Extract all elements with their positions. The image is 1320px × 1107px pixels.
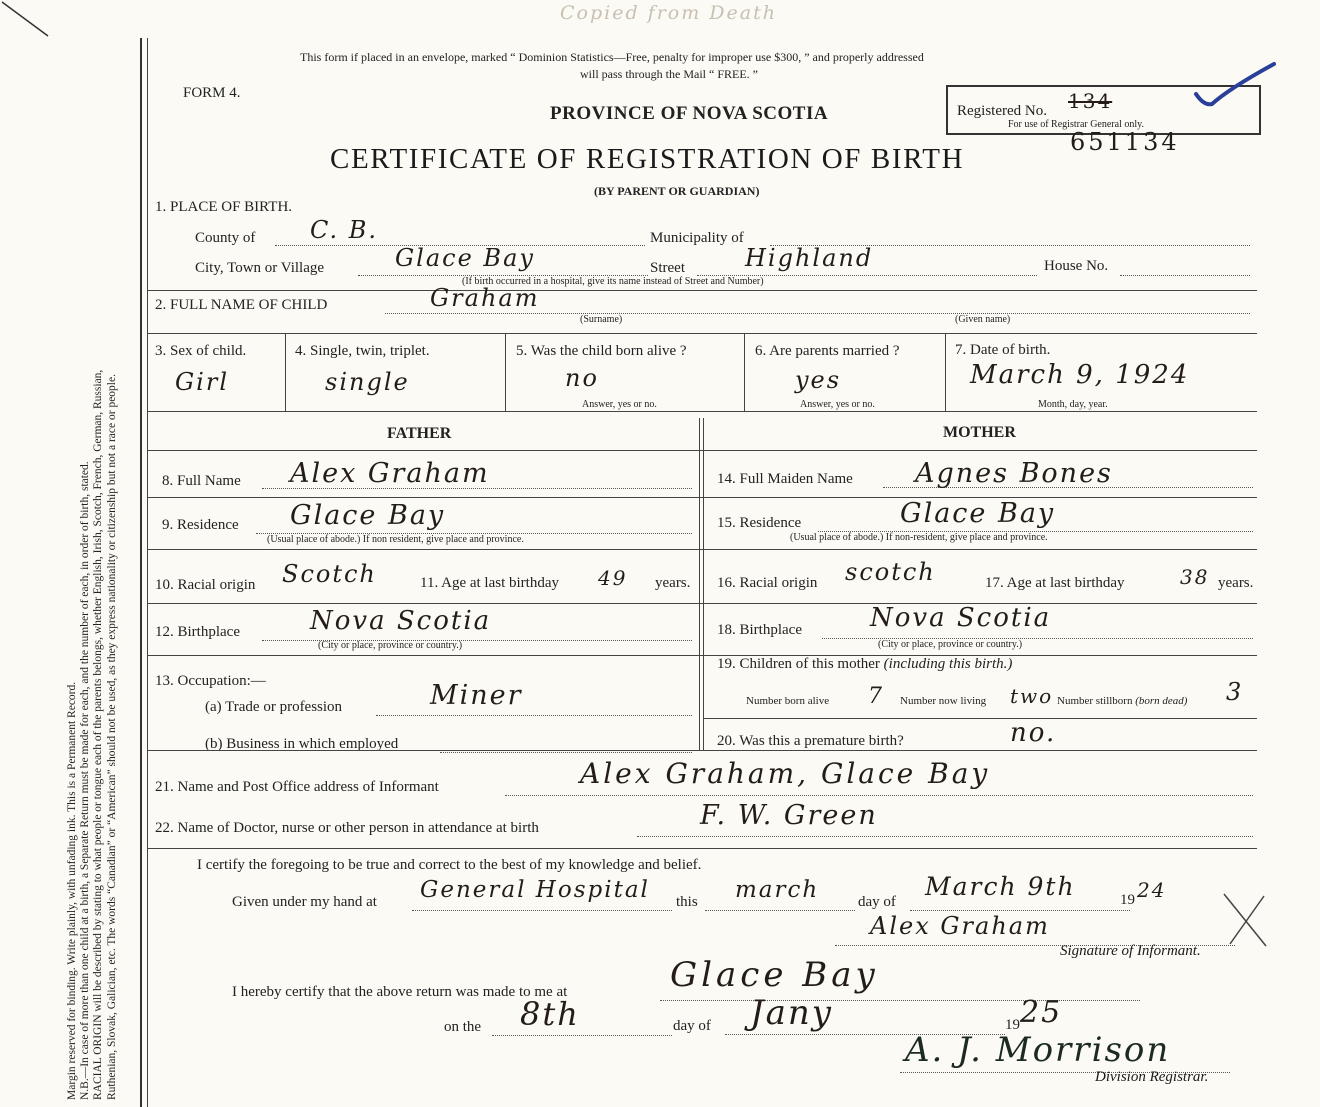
married-label: 6. Are parents married ? <box>755 343 900 359</box>
registrar-year-prefix: 19 <box>1005 1017 1020 1033</box>
living-count-label: Number now living <box>900 695 987 707</box>
born-alive-count-label: Number born alive <box>746 695 830 707</box>
certify-year-prefix: 19 <box>1120 892 1135 908</box>
mother-name: Agnes Bones <box>915 458 1113 489</box>
mother-racial: scotch <box>845 558 936 586</box>
attendant-value: F. W. Green <box>700 800 878 831</box>
province-heading: PROVINCE OF NOVA SCOTIA <box>550 103 829 124</box>
attendant-label: 22. Name of Doctor, nurse or other person in attendance at birth <box>155 820 539 836</box>
trade-value: Miner <box>430 680 523 711</box>
certify-month: March 9th <box>925 872 1076 901</box>
sex-label: 3. Sex of child. <box>155 343 247 359</box>
registrar-note: For use of Registrar General only. <box>1008 119 1144 130</box>
informant-signature-caption: Signature of Informant. <box>1060 943 1201 959</box>
day-of-label-2: day of <box>673 1018 711 1034</box>
registered-no-struck: 134 <box>1068 89 1113 113</box>
mother-name-label: 14. Full Maiden Name <box>717 471 853 487</box>
mother-years: years. <box>1218 575 1254 591</box>
on-the-label: on the <box>444 1019 482 1035</box>
certify-statement: I certify the foregoing to be true and correct to the best of my knowledge and belief. <box>197 857 702 873</box>
x-mark-icon <box>1220 890 1270 954</box>
multiplicity-label: 4. Single, twin, triplet. <box>295 343 430 359</box>
place-of-birth-heading: 1. PLACE OF BIRTH. <box>155 199 293 215</box>
father-name-label: 8. Full Name <box>162 473 241 489</box>
certify-place: General Hospital <box>420 877 650 903</box>
father-birthplace: Nova Scotia <box>310 606 492 636</box>
father-residence: Glace Bay <box>290 500 446 531</box>
father-age-label: 11. Age at last birthday <box>420 575 559 591</box>
margin-instructions <box>66 20 119 1100</box>
check-mark-icon <box>1190 58 1280 118</box>
registrar-place: Glace Bay <box>670 955 879 995</box>
copied-note: Copied from Death <box>560 2 777 24</box>
day-of-label: day of <box>858 894 896 910</box>
dob-label: 7. Date of birth. <box>955 342 1051 358</box>
father-birthplace-label: 12. Birthplace <box>155 624 240 640</box>
margin-rule <box>140 38 142 1107</box>
mother-age-label: 17. Age at last birthday <box>985 575 1125 591</box>
registrar-month: Jany <box>750 993 834 1033</box>
mother-birthplace-label: 18. Birthplace <box>717 622 802 638</box>
stillborn-count-label: Number stillborn (born dead) <box>1057 695 1188 707</box>
this-label: this <box>676 894 698 910</box>
street-label: Street <box>650 260 685 276</box>
city-value: Glace Bay <box>395 244 535 272</box>
margin-line-4: Ruthenian, Slovak, Galician, etc. The words “Canadian” or “American” should not be used, as they express nationality or citizenship but not a race or people. <box>105 374 118 1100</box>
father-birthplace-caption: (City or place, province or country.) <box>318 640 463 651</box>
dob-value: March 9, 1924 <box>970 360 1190 390</box>
born-alive-caption: Answer, yes or no. <box>582 399 657 410</box>
margin-line-1: Margin reserved for binding. Write plainly, with unfading ink. This is a Permanent Record. <box>66 681 78 1100</box>
certify-year-suffix: 24 <box>1137 878 1167 902</box>
occupation-label: 13. Occupation:— <box>155 673 266 689</box>
premature-label: 20. Was this a premature birth? <box>717 733 904 749</box>
registration-number: 651134 <box>1070 128 1180 156</box>
mother-residence-caption: (Usual place of abode.) If non-resident, give place and province. <box>790 532 1048 543</box>
mother-heading: MOTHER <box>943 424 1016 441</box>
father-heading: FATHER <box>387 425 452 442</box>
form-number: FORM 4. <box>183 85 241 101</box>
county-value: C. B. <box>310 216 379 244</box>
born-alive-count: 7 <box>868 684 884 709</box>
street-value: Highland <box>745 244 874 272</box>
registrar-signature: A. J. Morrison <box>905 1030 1171 1070</box>
house-no-label: House No. <box>1044 258 1109 274</box>
trade-label: (a) Trade or profession <box>205 699 343 715</box>
surname-caption: (Surname) <box>580 314 623 325</box>
child-surname: Graham <box>430 284 540 312</box>
multiplicity-value: single <box>325 368 410 396</box>
mother-birthplace-caption: (City or place, province or country.) <box>878 639 1023 650</box>
registrar-year-suffix: 25 <box>1020 995 1063 1030</box>
married-value: yes <box>795 366 842 394</box>
mother-racial-label: 16. Racial origin <box>717 575 818 591</box>
mother-residence-label: 15. Residence <box>717 515 802 531</box>
married-caption: Answer, yes or no. <box>800 399 875 410</box>
father-racial: Scotch <box>282 560 377 588</box>
margin-rule-inner <box>147 38 148 1107</box>
business-label: (b) Business in which employed <box>205 736 399 752</box>
informant-label: 21. Name and Post Office address of Informant <box>155 779 439 795</box>
father-age: 49 <box>598 566 628 590</box>
mother-age: 38 <box>1180 565 1210 589</box>
born-alive-value: no <box>565 364 599 392</box>
sex-value: Girl <box>175 368 229 396</box>
corner-mark <box>0 0 60 44</box>
postal-note-1: This form if placed in an envelope, marked “ Dominion Statistics—Free, penalty for improper use $300, ” and properly addressed <box>300 50 924 64</box>
hospital-note: (If birth occurred in a hospital, give its name instead of Street and Number) <box>462 276 764 287</box>
children-label: 19. Children of this mother (including this birth.) <box>717 656 1013 672</box>
dob-caption: Month, day, year. <box>1038 399 1108 410</box>
city-label: City, Town or Village <box>195 260 325 276</box>
registrar-day: 8th <box>520 995 580 1033</box>
registered-label: Registered No. <box>957 103 1047 119</box>
living-count: two <box>1010 684 1054 708</box>
born-alive-label: 5. Was the child born alive ? <box>516 343 687 359</box>
informant-value: Alex Graham, Glace Bay <box>580 757 991 790</box>
registrar-statement: I hereby certify that the above return was made to me at <box>232 984 568 1000</box>
registrar-caption: Division Registrar. <box>1095 1069 1209 1085</box>
mother-residence: Glace Bay <box>900 498 1056 529</box>
margin-line-3: RACIAL ORIGIN will be described by stating to what people or tongue each of the parents belongs, whether English, Irish, Scotch, French, German, Russian, <box>92 369 105 1100</box>
certificate-subtitle: (BY PARENT OR GUARDIAN) <box>594 184 760 198</box>
mother-birthplace: Nova Scotia <box>870 603 1052 633</box>
father-name: Alex Graham <box>290 458 490 489</box>
premature-value: no. <box>1010 718 1057 748</box>
municipality-label: Municipality of <box>650 230 744 246</box>
postal-note-2: will pass through the Mail “ FREE. ” <box>580 67 758 81</box>
child-name-label: 2. FULL NAME OF CHILD <box>155 297 328 313</box>
certificate-title: CERTIFICATE OF REGISTRATION OF BIRTH <box>330 143 965 175</box>
county-label: County of <box>195 230 256 246</box>
father-residence-label: 9. Residence <box>162 517 239 533</box>
given-name-caption: (Given name) <box>955 314 1011 325</box>
given-under-label: Given under my hand at <box>232 894 377 910</box>
margin-line-2: N.B.—In case of more than one child at a birth, a Separate Return must be made for each, and the number of each, in order of birth, stated. <box>79 461 92 1100</box>
father-years: years. <box>655 575 691 591</box>
certify-day: march <box>735 877 820 903</box>
father-residence-caption: (Usual place of abode.) If non resident, give place and province. <box>267 534 524 545</box>
stillborn-count: 3 <box>1226 678 1244 706</box>
father-racial-label: 10. Racial origin <box>155 577 256 593</box>
informant-signature: Alex Graham <box>870 912 1050 940</box>
